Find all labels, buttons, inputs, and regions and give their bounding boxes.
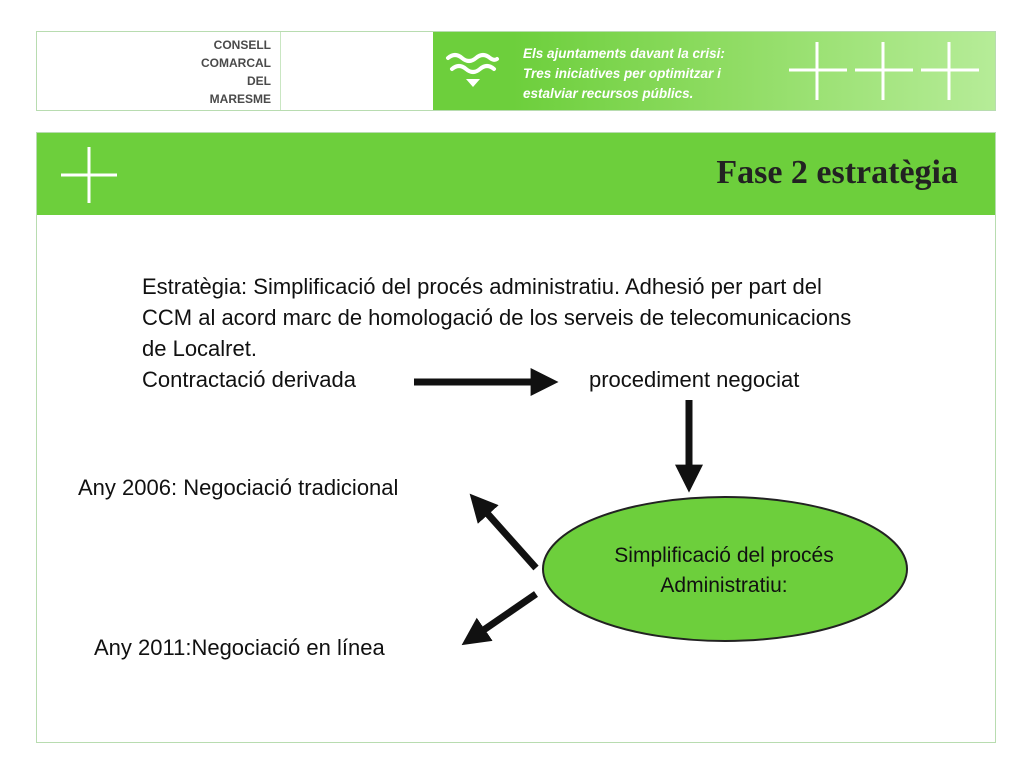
org-name: CONSELL COMARCAL DEL MARESME [201, 38, 271, 106]
option-2011-label: Any 2011:Negociació en línea [94, 635, 385, 660]
center-label: Simplificació del procés Administratiu: [614, 544, 834, 597]
option-2006-label: Any 2006: Negociació tradicional [78, 475, 399, 500]
tagline: Els ajuntaments davant la crisi: Tres iniciatives per optimitzar i estalviar recursos públics. [523, 46, 725, 101]
procedure-label: procediment negociat [589, 367, 800, 392]
page-title: Fase 2 estratègia [716, 154, 958, 191]
contract-label: Contractació derivada [142, 367, 357, 392]
arrow-to-2006 [478, 503, 536, 568]
arrow-to-2011 [472, 594, 536, 638]
strategy-text: Estratègia: Simplificació del procés administratiu. Adhesió per part del CCM al acord marc de homologació de los serveis de telecomunicacions de Localret. [142, 274, 852, 361]
